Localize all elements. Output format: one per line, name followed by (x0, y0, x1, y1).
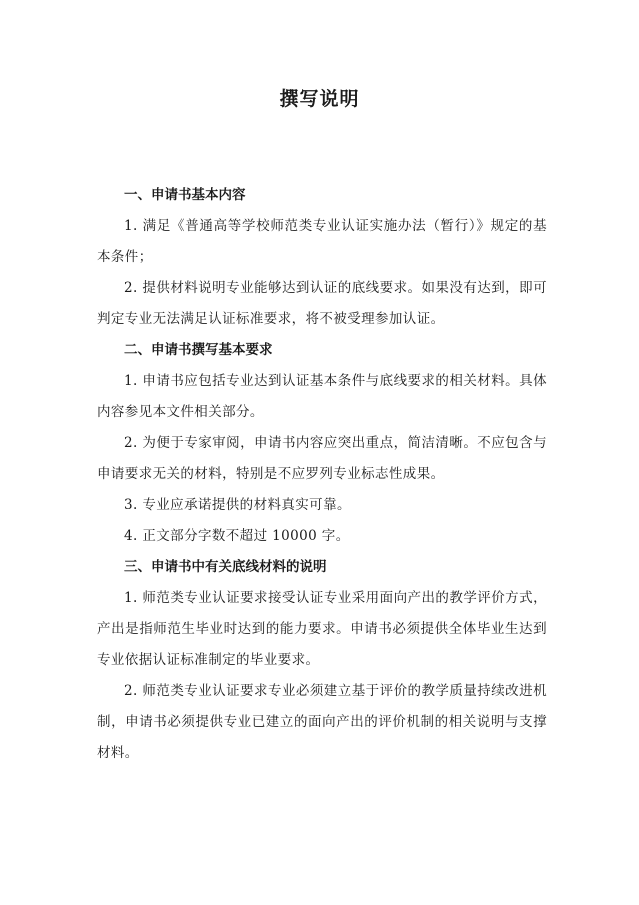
paragraph: 2. 师范类专业认证要求专业必须建立基于评价的教学质量持续改进机制，申请书必须提供专业已建立的面向产出的评价机制的相关说明与支撑材料。 (97, 683, 547, 761)
document-body (97, 180, 547, 769)
section-basic-content (97, 180, 547, 335)
section-heading: 一、申请书基本内容 (124, 187, 246, 203)
section-baseline-materials (97, 552, 547, 769)
paragraph: 2. 为便于专家审阅，申请书内容应突出重点，简洁清晰。不应包含与申请要求无关的材料，特别是不应罗列专业标志性成果。 (97, 435, 547, 482)
section-heading: 二、申请书撰写基本要求 (124, 342, 273, 358)
paragraph: 2. 提供材料说明专业能够达到认证的底线要求。如果没有达到，即可判定专业无法满足认证标准要求，将不被受理参加认证。 (97, 280, 547, 327)
paragraph: 4. 正文部分字数不超过 10000 字。 (124, 528, 350, 544)
paragraph: 3. 专业应承诺提供的材料真实可靠。 (124, 497, 351, 513)
paragraph: 1. 满足《普通高等学校师范类专业认证实施办法（暂行）》规定的基本条件； (97, 218, 547, 265)
section-writing-requirements (97, 335, 547, 552)
paragraph: 1. 师范类专业认证要求接受认证专业采用面向产出的教学评价方式，产出是指师范生毕业时达到的能力要求。申请书必须提供全体毕业生达到专业依据认证标准制定的毕业要求。 (97, 590, 547, 668)
document-title: 撰写说明 (279, 88, 360, 110)
paragraph: 1. 申请书应包括专业达到认证基本条件与底线要求的相关材料。具体内容参见本文件相关部分。 (97, 373, 547, 420)
section-heading: 三、申请书中有关底线材料的说明 (124, 559, 327, 575)
